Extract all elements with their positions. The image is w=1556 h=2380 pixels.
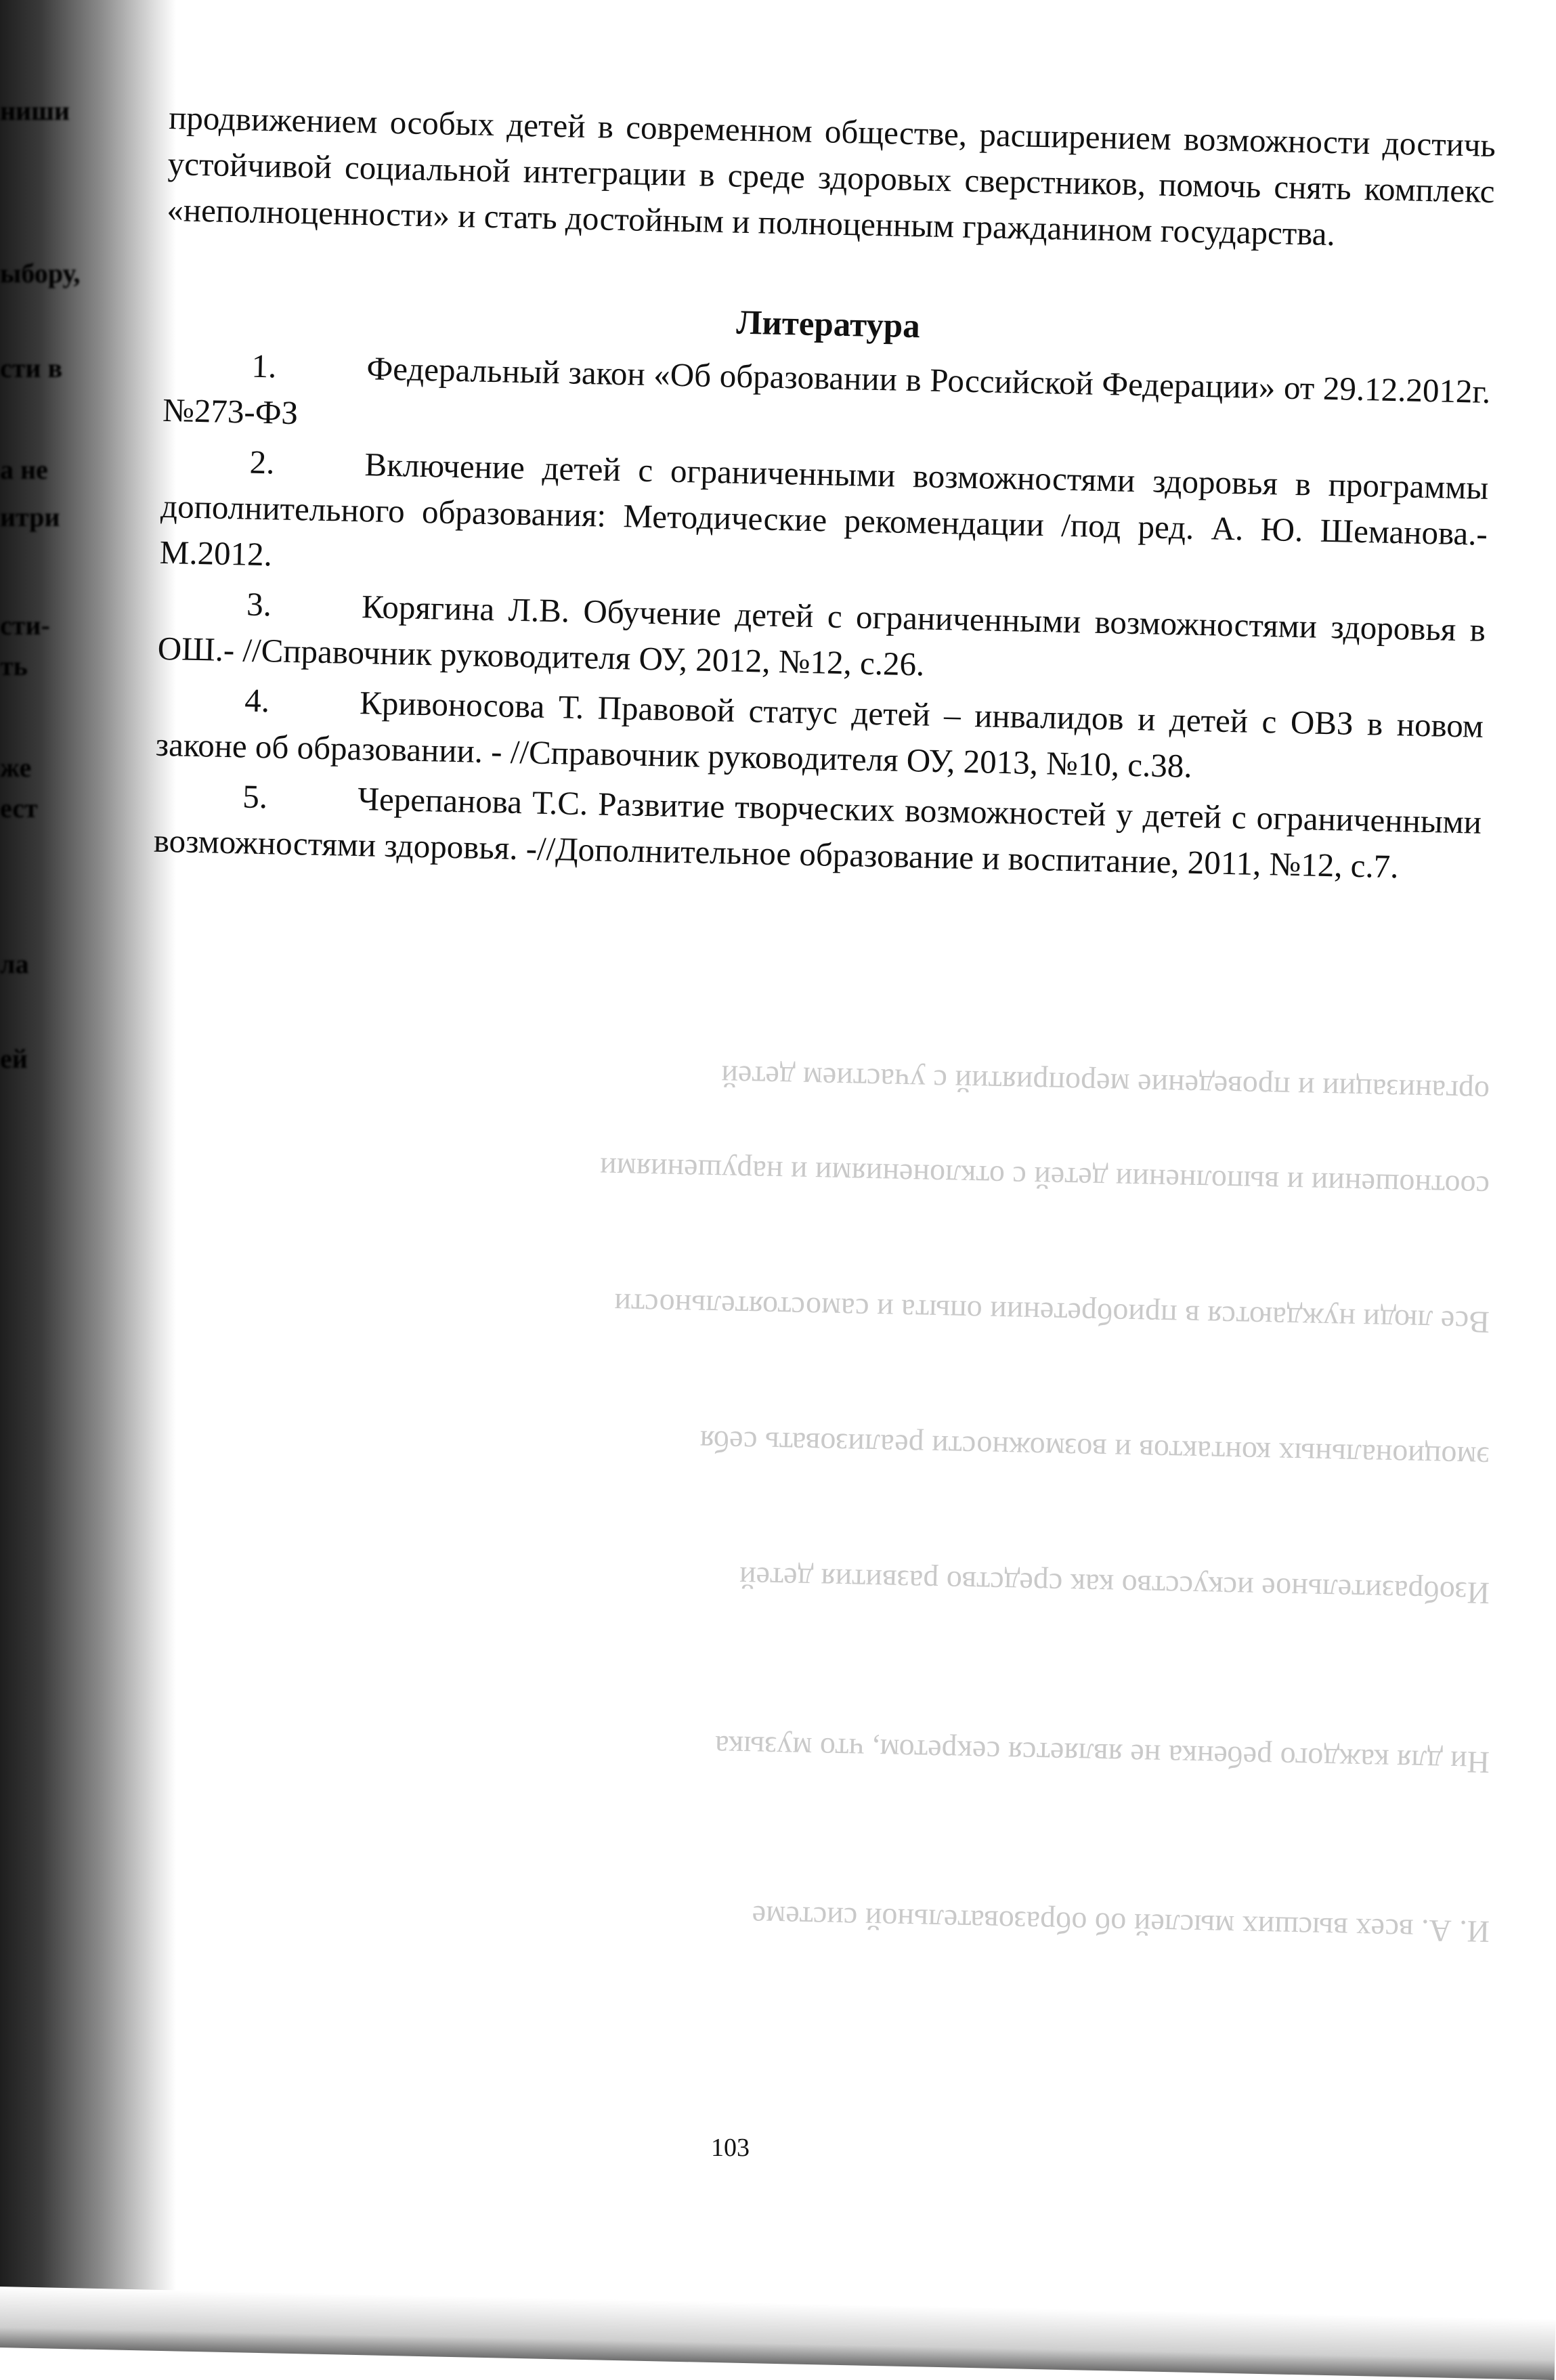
reference-text: Включение детей с ограниченными возможностями здоровья в программы дополнительного образования: Методические рекомендации /под ред. А. Ю. Шеманова.- М.2012. — [159, 446, 1489, 574]
left-page-fragment: а не — [0, 454, 48, 485]
reference-text: Корягина Л.В. Обучение детей с ограниченными возможностями здоровья в ОШ.- //Справочник руководителя ОУ, 2012, №12, с.26. — [157, 588, 1486, 683]
reference-number: 4. — [244, 681, 270, 720]
references-heading: Литература — [735, 303, 921, 346]
bleed-through-line: организации и проведение мероприятий с участием детей — [720, 1059, 1490, 1110]
bleed-through-line: соотношении и выполнении детей с отклонениями и нарушениями — [599, 1151, 1490, 1205]
left-page-fragment: итри — [0, 502, 60, 532]
reference-number: 3. — [246, 585, 272, 624]
reference-text: Федеральный закон «Об образовании в Российской Федерации» от 29.12.2012г. №273-ФЗ — [162, 349, 1491, 432]
left-page-fragment: ыбору, — [0, 258, 81, 288]
book-page — [124, 95, 1496, 2289]
bleed-through-line: Изобразительное искусство как средство развития детей — [739, 1560, 1490, 1611]
left-page-fragment: ть — [0, 651, 28, 681]
left-page-fragment: ей — [0, 1043, 28, 1074]
left-page-fragment: сти в — [0, 353, 63, 383]
bleed-through-line: И. А. всех высших мыслей об образовательной системе — [752, 1899, 1490, 1949]
reference-item — [159, 437, 1489, 603]
scan-bottom-edge — [0, 2287, 1555, 2380]
reference-number: 1. — [251, 347, 277, 385]
reference-number: 5. — [242, 777, 268, 816]
reference-text: Кривоносова Т. Правовой статус детей – инвалидов и детей с ОВЗ в новом законе об образовании. - //Справочник руководителя ОУ, 2013, №10, с.38. — [155, 684, 1484, 785]
left-page-fragment: ниши — [0, 95, 70, 126]
left-page-fragment: же — [0, 752, 32, 783]
reference-text: Черепанова Т.С. Развитие творческих возможностей у детей с ограниченными возможностями здоровья. -//Дополнительное образование и воспитание, 2011, №12, с.7. — [153, 780, 1482, 886]
left-page-fragment: ла — [0, 949, 29, 979]
body-paragraph: продвижением особых детей в современном обществе, расширением возможности достичь устойчивой социальной интеграции в среде здоровых сверстников, помочь снять комплекс «неполноценности» и стать достойным и полноценным гражданином государства. — [166, 98, 1496, 253]
bleed-through-line: Все люди нуждаются в приобретении опыта и самостоятельности — [613, 1286, 1490, 1340]
left-page-fragment: ест — [0, 793, 38, 823]
bleed-through-line: Ни для каждого ребенка не является секретом, что музыка — [714, 1729, 1490, 1780]
reference-number: 2. — [249, 443, 275, 481]
bleed-through-line: эмоциональных контактов и возможности реализовать себя — [699, 1424, 1490, 1475]
left-page-fragment: сти- — [0, 610, 50, 641]
page-number: 103 — [711, 2134, 750, 2162]
